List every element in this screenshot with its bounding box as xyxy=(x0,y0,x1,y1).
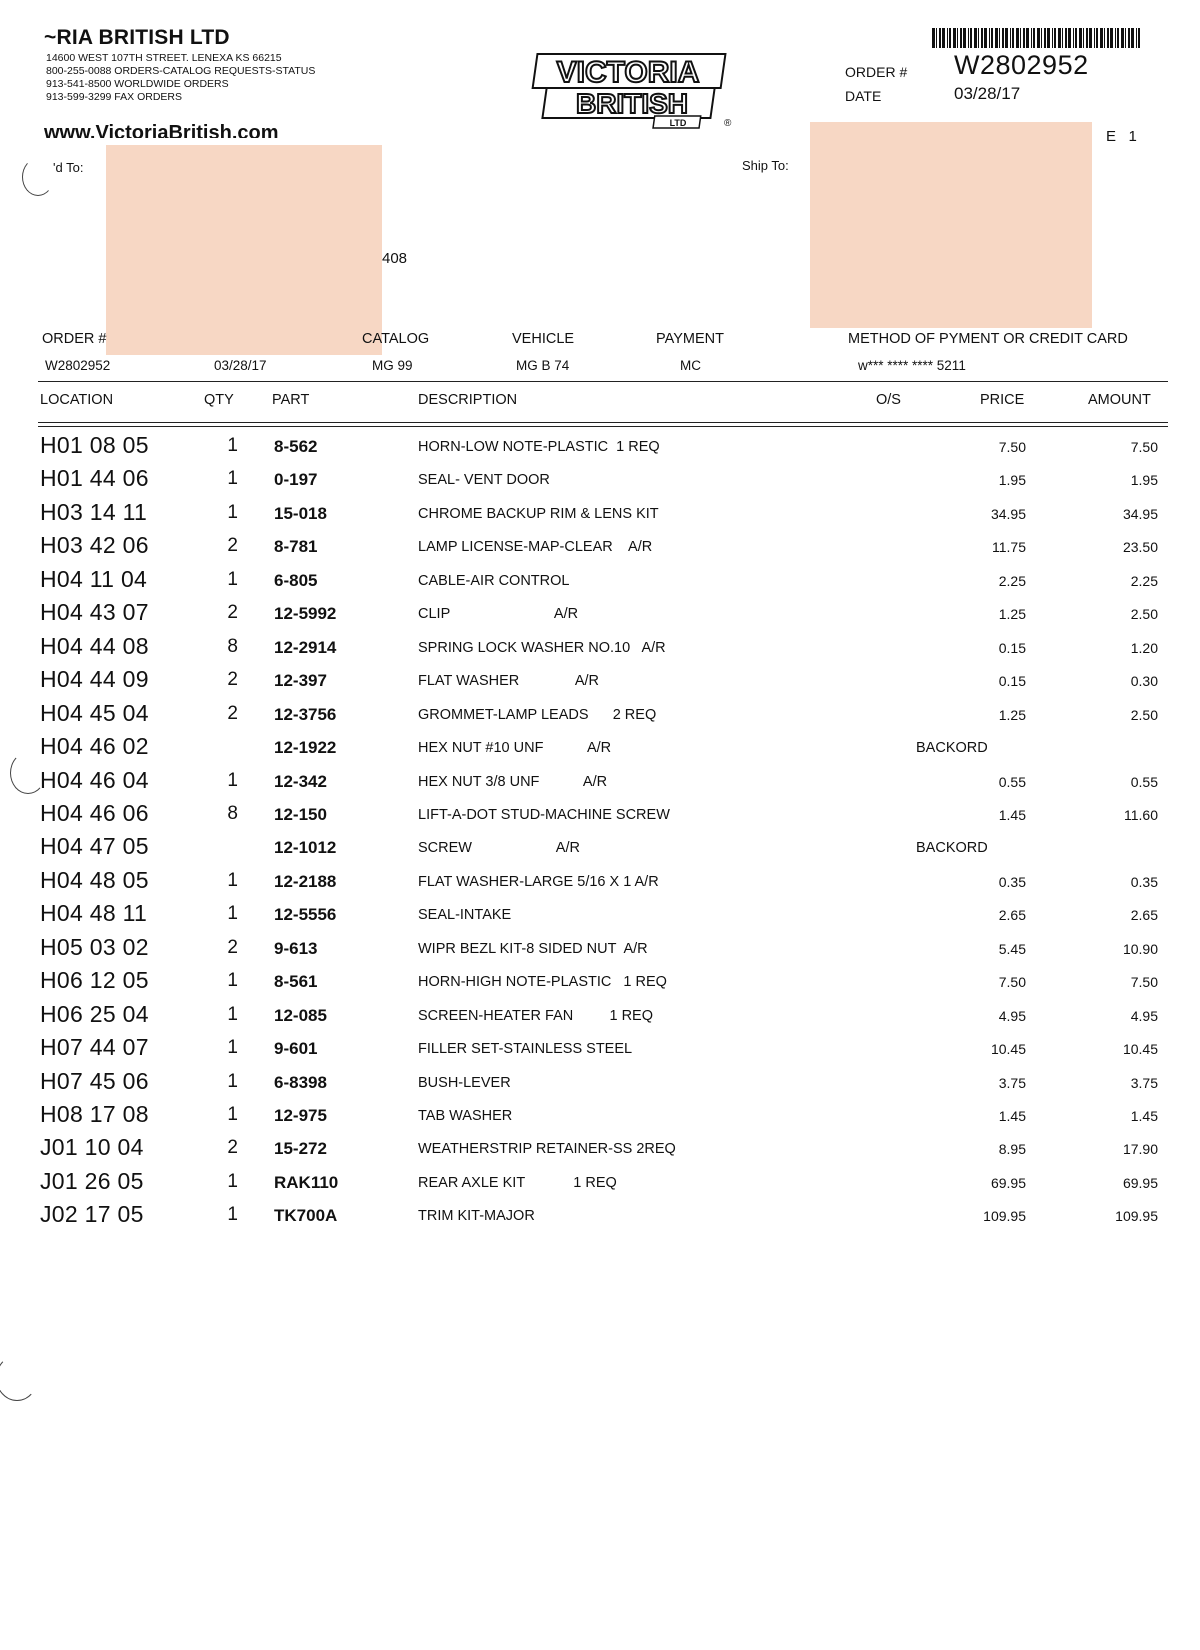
item-amount: 23.50 xyxy=(1122,539,1158,556)
col-price: PRICE xyxy=(980,392,1025,408)
item-amount: 2.65 xyxy=(1130,907,1158,924)
item-location: H04 48 05 xyxy=(40,866,149,893)
logo-text-victoria: VICTORIA xyxy=(556,56,700,89)
item-qty: 8 xyxy=(227,802,238,824)
item-qty: 1 xyxy=(227,1204,238,1226)
item-price: 1.95 xyxy=(998,472,1026,489)
item-qty: 1 xyxy=(227,501,238,523)
item-price: 8.95 xyxy=(998,1141,1026,1158)
item-location: J02 17 05 xyxy=(40,1201,144,1228)
item-amount: 4.95 xyxy=(1130,1007,1158,1024)
page-label: E xyxy=(1106,128,1117,145)
table-row xyxy=(0,898,1200,931)
item-amount: 1.20 xyxy=(1130,639,1158,656)
meta-order-value: W2802952 xyxy=(45,358,111,373)
item-location: H04 46 02 xyxy=(40,733,149,760)
item-description: HEX NUT 3/8 UNF A/R xyxy=(418,773,608,790)
item-amount: 11.60 xyxy=(1124,806,1158,823)
item-location: H01 08 05 xyxy=(40,432,149,458)
item-amount: 34.95 xyxy=(1122,505,1158,522)
item-description: SCREEN-HEATER FAN 1 REQ xyxy=(418,1007,653,1024)
item-price: 1.45 xyxy=(998,806,1026,823)
item-description: SEAL- VENT DOOR xyxy=(418,472,550,489)
divider xyxy=(38,426,1168,427)
item-description: TRIM KIT-MAJOR xyxy=(418,1208,535,1225)
item-part-number: 9-601 xyxy=(274,1039,318,1059)
meta-payment-value: MC xyxy=(680,358,701,373)
item-description: WIPR BEZL KIT-8 SIDED NUT A/R xyxy=(418,940,648,957)
company-contact xyxy=(46,52,315,104)
table-row xyxy=(0,1199,1200,1232)
item-part-number: 12-397 xyxy=(274,671,327,691)
item-qty: 1 xyxy=(227,769,238,791)
item-amount: 7.50 xyxy=(1130,439,1158,455)
col-description: DESCRIPTION xyxy=(418,392,518,408)
item-part-number: 8-561 xyxy=(274,972,318,992)
item-location: H05 03 02 xyxy=(40,933,149,960)
item-part-number: 12-5556 xyxy=(274,905,337,925)
item-qty: 1 xyxy=(227,903,238,925)
item-amount: 2.25 xyxy=(1130,572,1158,589)
item-qty: 2 xyxy=(227,936,238,958)
barcode-icon xyxy=(932,28,1144,48)
table-row xyxy=(0,1132,1200,1165)
table-row xyxy=(0,430,1200,463)
order-number: W2802952 xyxy=(954,50,1089,80)
item-os-status: BACKORD xyxy=(916,840,988,857)
item-amount: 10.90 xyxy=(1122,940,1158,957)
item-price: 10.45 xyxy=(990,1041,1026,1058)
item-description: LIFT-A-DOT STUD-MACHINE SCREW xyxy=(418,806,670,823)
col-qty: QTY xyxy=(204,392,234,408)
order-date-label: DATE xyxy=(845,88,882,104)
item-description: HEX NUT #10 UNF A/R xyxy=(418,740,612,757)
item-amount: 7.50 xyxy=(1130,974,1158,991)
table-row xyxy=(0,597,1200,630)
table-row xyxy=(0,932,1200,965)
item-description: GROMMET-LAMP LEADS 2 REQ xyxy=(418,706,657,723)
item-description: BUSH-LEVER xyxy=(418,1074,511,1091)
item-price: 69.95 xyxy=(990,1174,1026,1191)
item-qty: 1 xyxy=(227,468,238,490)
item-amount: 2.50 xyxy=(1130,606,1158,623)
scan-notch xyxy=(10,752,46,794)
item-description: FLAT WASHER-LARGE 5/16 X 1 A/R xyxy=(418,873,659,890)
table-row xyxy=(0,497,1200,530)
page-value: 1 xyxy=(1128,128,1137,145)
item-location: H08 17 08 xyxy=(40,1101,149,1127)
item-location: H07 45 06 xyxy=(40,1067,149,1094)
item-price: 7.50 xyxy=(998,974,1026,991)
item-qty: 2 xyxy=(227,702,238,724)
meta-date-value: 03/28/17 xyxy=(214,358,267,373)
item-price: 1.25 xyxy=(998,706,1026,723)
item-amount: 0.30 xyxy=(1130,673,1158,690)
phone-line: 913-541-8500 WORLDWIDE ORDERS xyxy=(46,78,229,90)
item-amount: 10.45 xyxy=(1122,1041,1158,1058)
item-price: 1.25 xyxy=(998,606,1026,623)
meta-catalog-label: CATALOG xyxy=(362,331,430,347)
item-description: SEAL-INTAKE xyxy=(418,907,512,924)
item-price: 0.15 xyxy=(998,639,1026,656)
item-location: H04 43 07 xyxy=(40,599,149,626)
item-description: HORN-LOW NOTE-PLASTIC 1 REQ xyxy=(418,439,660,455)
item-part-number: 12-1012 xyxy=(274,838,337,858)
table-row xyxy=(0,564,1200,597)
item-amount: 0.35 xyxy=(1130,873,1158,890)
item-price: 2.65 xyxy=(998,907,1026,924)
item-qty: 8 xyxy=(227,635,238,657)
item-part-number: 15-272 xyxy=(274,1139,327,1159)
item-price: 7.50 xyxy=(998,439,1026,455)
item-description: CABLE-AIR CONTROL xyxy=(418,572,570,589)
item-qty: 1 xyxy=(227,1170,238,1192)
table-row xyxy=(0,698,1200,731)
item-qty: 2 xyxy=(227,669,238,691)
logo-text-ltd: LTD xyxy=(669,118,687,128)
item-description: WEATHERSTRIP RETAINER-SS 2REQ xyxy=(418,1141,676,1158)
item-part-number: 6-8398 xyxy=(274,1072,327,1092)
item-location: H07 44 07 xyxy=(40,1034,149,1061)
item-amount: 3.75 xyxy=(1130,1074,1158,1091)
table-row xyxy=(0,865,1200,898)
item-description: FILLER SET-STAINLESS STEEL xyxy=(418,1041,633,1058)
redacted-sold-to-address xyxy=(106,145,382,355)
company-name: ~RIA BRITISH LTD xyxy=(44,26,230,49)
order-number-label: ORDER # xyxy=(845,64,908,80)
item-qty: 1 xyxy=(227,568,238,590)
logo-text-british: BRITISH xyxy=(576,88,688,119)
scan-notch xyxy=(22,158,54,196)
table-row xyxy=(0,765,1200,798)
item-location: J01 10 04 xyxy=(40,1134,144,1161)
item-price: 0.55 xyxy=(998,773,1026,790)
item-part-number: TK700A xyxy=(274,1206,338,1226)
item-part-number: 15-018 xyxy=(274,503,327,523)
item-part-number: 8-562 xyxy=(274,437,318,456)
item-location: H04 48 11 xyxy=(40,900,148,927)
item-qty: 1 xyxy=(227,869,238,891)
scan-notch xyxy=(0,1355,38,1401)
item-part-number: RAK110 xyxy=(274,1172,339,1192)
item-amount: 17.90 xyxy=(1122,1141,1158,1158)
item-price: 0.35 xyxy=(998,873,1026,890)
item-location: J01 26 05 xyxy=(40,1167,144,1194)
item-amount: 1.95 xyxy=(1130,472,1158,489)
registered-mark: ® xyxy=(724,118,732,129)
order-date: 03/28/17 xyxy=(954,84,1021,103)
item-location: H06 12 05 xyxy=(40,967,149,994)
sold-to-label: 'd To: xyxy=(53,160,84,175)
divider xyxy=(38,422,1168,423)
item-part-number: 12-1922 xyxy=(274,738,337,758)
item-qty: 1 xyxy=(227,1070,238,1092)
item-location: H01 44 06 xyxy=(40,465,149,492)
item-part-number: 12-085 xyxy=(274,1005,327,1025)
item-location: H04 47 05 xyxy=(40,833,149,860)
item-amount: 1.45 xyxy=(1130,1108,1158,1124)
item-price: 3.75 xyxy=(998,1074,1026,1091)
victoria-british-logo xyxy=(528,50,738,130)
meta-method-label: METHOD OF PYMENT OR CREDIT CARD xyxy=(848,331,1128,347)
col-location: LOCATION xyxy=(40,392,114,408)
table-row xyxy=(0,999,1200,1032)
item-description: FLAT WASHER A/R xyxy=(418,673,600,690)
item-qty: 1 xyxy=(227,435,238,456)
item-location: H04 11 04 xyxy=(40,565,148,592)
item-amount: 0.55 xyxy=(1130,773,1158,790)
table-row xyxy=(0,731,1200,764)
table-row xyxy=(0,798,1200,831)
item-price: 1.45 xyxy=(998,1108,1026,1124)
item-qty: 2 xyxy=(227,535,238,557)
item-location: H03 14 11 xyxy=(40,498,148,525)
address-fragment: 408 xyxy=(382,250,408,267)
item-location: H06 25 04 xyxy=(40,1000,149,1027)
table-row xyxy=(0,631,1200,664)
table-row xyxy=(0,664,1200,697)
item-part-number: 12-150 xyxy=(274,804,327,824)
item-location: H04 46 06 xyxy=(40,799,149,826)
table-row xyxy=(0,1066,1200,1099)
table-row xyxy=(0,831,1200,864)
company-website: www.VictoriaBritish.com xyxy=(44,122,279,138)
divider xyxy=(38,381,1168,382)
item-qty: 2 xyxy=(227,602,238,624)
item-location: H04 46 04 xyxy=(40,766,149,793)
item-qty: 1 xyxy=(227,1037,238,1059)
table-row xyxy=(0,1099,1200,1132)
meta-vehicle-label: VEHICLE xyxy=(512,331,575,347)
redacted-ship-to-address xyxy=(810,122,1092,328)
phone-line: 800-255-0088 ORDERS-CATALOG REQUESTS-STATUS xyxy=(46,65,316,77)
phone-line: 913-599-3299 FAX ORDERS xyxy=(46,91,182,103)
item-description: TAB WASHER xyxy=(418,1108,513,1124)
item-price: 34.95 xyxy=(990,505,1026,522)
item-part-number: 12-2914 xyxy=(274,637,337,657)
page-number xyxy=(1106,128,1137,145)
item-amount: 109.95 xyxy=(1115,1208,1158,1225)
item-part-number: 12-2188 xyxy=(274,871,337,891)
item-price: 2.25 xyxy=(998,572,1026,589)
item-amount: 2.50 xyxy=(1130,706,1158,723)
item-description: LAMP LICENSE-MAP-CLEAR A/R xyxy=(418,539,653,556)
table-row xyxy=(0,530,1200,563)
item-os-status: BACKORD xyxy=(916,740,988,757)
item-part-number: 12-5992 xyxy=(274,604,337,624)
item-description: HORN-HIGH NOTE-PLASTIC 1 REQ xyxy=(418,974,667,991)
item-description: CLIP A/R xyxy=(418,606,579,623)
item-location: H04 45 04 xyxy=(40,699,149,726)
item-location: H03 42 06 xyxy=(40,532,149,559)
item-part-number: 12-342 xyxy=(274,771,327,791)
col-part: PART xyxy=(272,392,310,408)
item-qty: 1 xyxy=(227,1003,238,1025)
item-location: H04 44 09 xyxy=(40,666,149,693)
item-price: 5.45 xyxy=(998,940,1026,957)
item-part-number: 8-781 xyxy=(274,537,318,557)
meta-payment-label: PAYMENT xyxy=(656,331,724,347)
table-row xyxy=(0,1166,1200,1199)
item-description: CHROME BACKUP RIM & LENS KIT xyxy=(418,505,659,522)
col-amount: AMOUNT xyxy=(1088,392,1151,408)
item-part-number: 12-3756 xyxy=(274,704,337,724)
item-part-number: 0-197 xyxy=(274,470,318,490)
item-amount: 69.95 xyxy=(1122,1174,1158,1191)
item-description: REAR AXLE KIT 1 REQ xyxy=(418,1174,617,1191)
col-os: O/S xyxy=(876,392,901,408)
meta-order-label: ORDER # xyxy=(42,331,107,347)
table-row xyxy=(0,463,1200,496)
item-qty: 1 xyxy=(227,1104,238,1125)
ship-to-label: Ship To: xyxy=(742,158,789,173)
item-price: 11.75 xyxy=(992,539,1026,556)
meta-vehicle-value: MG B 74 xyxy=(516,358,570,373)
item-part-number: 6-805 xyxy=(274,570,318,590)
item-location: H04 44 08 xyxy=(40,632,149,659)
company-address: 14600 WEST 107TH STREET. LENEXA KS 66215 xyxy=(46,52,282,64)
item-part-number: 9-613 xyxy=(274,938,318,958)
item-part-number: 12-975 xyxy=(274,1106,327,1125)
meta-catalog-value: MG 99 xyxy=(372,358,413,373)
item-price: 109.95 xyxy=(983,1208,1026,1225)
item-description: SPRING LOCK WASHER NO.10 A/R xyxy=(418,639,666,656)
item-price: 0.15 xyxy=(998,673,1026,690)
meta-card-value: w*** **** **** 5211 xyxy=(858,358,966,373)
item-qty: 2 xyxy=(227,1137,238,1159)
item-price: 4.95 xyxy=(998,1007,1026,1024)
table-row xyxy=(0,1032,1200,1065)
item-description: SCREW A/R xyxy=(418,840,580,857)
item-qty: 1 xyxy=(227,970,238,992)
table-row xyxy=(0,965,1200,998)
